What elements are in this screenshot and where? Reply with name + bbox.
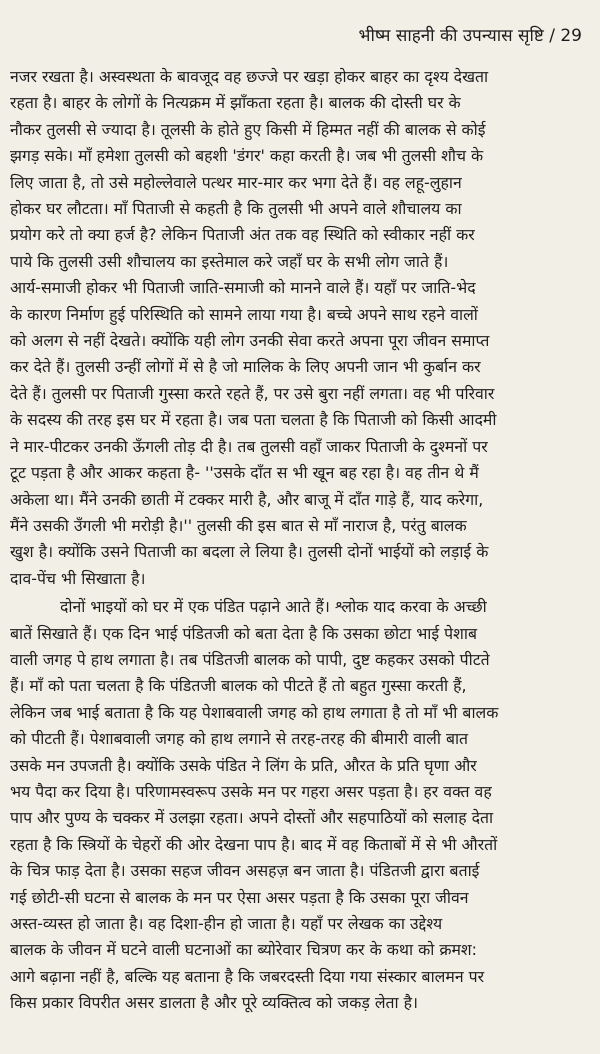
text-line: अकेला था। मैंने उनकी छाती में टक्कर मारी है, और बाजू में दाँत गाड़े हैं, याद करेगा,: [10, 489, 484, 509]
text-line: वाली जगह पे हाथ लगाता है। तब पंडितजी बालक को पापी, दुष्ट कहकर उसको पीटते: [10, 649, 490, 669]
text-line: को पीटती हैं। पेशाबवाली जगह को हाथ लगाने से तरह-तरह की बीमारी वाली बात: [10, 729, 469, 749]
text-line: को अलग से नहीं देखते। क्योंकि यही लोग उनकी सेवा करते अपना पूरा जीवन समाप्त: [10, 331, 490, 351]
text-line: पाये कि तुलसी उसी शौचालय का इस्तेमाल करे जहाँ घर के सभी लोग जाते हैं।: [10, 251, 449, 271]
text-line: के सदस्य की तरह इस घर में रहता है। जब पता चलता है कि पिताजी को किसी आदमी: [10, 410, 497, 430]
text-line: मैंने उसकी उँगली भी मरोड़ी है।'' तुलसी की इस बात से माँ नाराज है, परंतु बालक: [10, 515, 467, 535]
text-line: आर्य-समाजी होकर भी पिताजी जाति-समाजी को मानने वाले हैं। यहाँ पर जाति-भेद: [10, 278, 476, 298]
text-line: खुश है। क्योंकि उसने पिताजी का बदला ले लिया है। तुलसी दोनों भाईयों को लड़ाई के: [10, 542, 489, 562]
text-line: प्रयोग करे तो क्या हर्ज है? लेकिन पिताजी अंत तक वह स्थिति को स्वीकार नहीं कर: [10, 225, 475, 245]
text-line: दाव-पेंच भी सिखाता है।: [10, 568, 146, 588]
text-line: बालक के जीवन में घटने वाली घटनाओं का ब्योरेवार चित्रण कर के कथा को क्रमश:: [10, 940, 477, 960]
text-line: लिए जाता है, तो उसे महोल्लेवाले पत्थर मार-मार कर भगा देते हैं। वह लहू-लुहान: [10, 172, 462, 192]
text-line: दोनों भाइयों को घर में एक पंडित पढ़ाने आते हैं। श्लोक याद करवा के अच्छी: [60, 597, 487, 617]
text-line: के कारण निर्माण हुई परिस्थिति को सामने लाया गया है। बच्चे अपने साथ रहने वालों: [10, 304, 478, 324]
text-line: नजर रखता है। अस्वस्थता के बावजूद वह छज्जे पर खड़ा होकर बाहर का दृश्य देखता: [10, 67, 489, 86]
text-line: उसके मन उपजती है। क्योंकि उसके पंडित ने लिंग के प्रति, औरत के प्रति घृणा और: [10, 755, 477, 775]
text-line: रहता है कि स्त्रियों के चेहरों की ओर देखना पाप है। बाद में वह किताबों में से भी औरतों: [10, 834, 498, 854]
text-line: कर देते हैं। तुलसी उन्हीं लोगों में से है जो मालिक के लिए अपनी जान भी कुर्बान कर: [10, 357, 481, 377]
text-line: नौकर तुलसी से ज्यादा है। तूलसी के होते हुए किसी में हिम्मत नहीं की बालक से कोई: [10, 119, 486, 139]
text-line: झगड़ सके। माँ हमेशा तुलसी को बहशी 'डंगर' कहा करती है। जब भी तुलसी शौच के: [10, 146, 484, 166]
text-line: किस प्रकार विपरीत असर डालता है और पूरे व्यक्तित्व को जकड़ लेता है।: [10, 993, 419, 1013]
text-line: हैं। माँ को पता चलता है कि पंडितजी बालक को पीटते हैं तो बहुत गुस्सा करती हैं,: [10, 676, 467, 696]
paragraph-1: [10, 64, 588, 592]
paragraph-2: [10, 594, 588, 1017]
text-line: गई छोटी-सी घटना से बालक के मन पर ऐसा असर पड़ता है कि उसका पूरा जीवन: [10, 887, 469, 907]
text-line: बातें सिखाते हैं। एक दिन भाई पंडितजी को बता देता है कि उसका छोटा भाई पेशाब: [10, 623, 477, 643]
text-line: पाप और पुण्य के चक्कर में उलझा रहता। अपने दोस्तों और सहपाठियों को सलाह देता: [10, 808, 494, 828]
text-line: देते हैं। तुलसी पर पिताजी गुस्सा करते रहते हैं, पर उसे बुरा नहीं लगता। वह भी परिवार: [10, 383, 495, 403]
text-line: होकर घर लौटता। माँ पिताजी से कहती है कि तुलसी भी अपने वाले शौचालय का: [10, 199, 462, 219]
text-line: ने मार-पीटकर उनकी ऊँगली तोड़ दी है। तब तुलसी वहाँ जाकर पिताजी के दुश्मनों पर: [10, 436, 488, 456]
running-header: भीष्म साहनी की उपन्यास सृष्टि / 29: [358, 26, 582, 46]
text-line: के चित्र फाड़ देता है। उसका सहज जीवन असहज़ बन जाता है। पंडितजी द्वारा बताई: [10, 861, 480, 881]
text-line: लेकिन जब भाई बताता है कि यह पेशाबवाली जगह को हाथ लगाता है तो माँ भी बालक: [10, 702, 499, 722]
text-line: रहता है। बाहर के लोगों के नित्यक्रम में झाँकता रहता है। बालक की दोस्ती घर के: [10, 93, 461, 113]
body-text: [10, 64, 588, 1017]
text-line: आगे बढ़ाना नहीं है, बल्कि यह बताना है कि जबरदस्ती दिया गया संस्कार बालमन पर: [10, 966, 485, 986]
text-line: भय पैदा कर दिया है। परिणामस्वरूप उसके मन पर गहरा असर पड़ता है। हर वक्त वह: [10, 781, 492, 801]
text-line: टूट पड़ता है और आकर कहता है- ''उसके दाँत स भी खून बह रहा है। वह तीन थे मैं: [10, 463, 479, 483]
text-line: अस्त-व्यस्त हो जाता है। वह दिशा-हीन हो जाता है। यहाँ पर लेखक का उद्देश्य: [10, 914, 443, 933]
